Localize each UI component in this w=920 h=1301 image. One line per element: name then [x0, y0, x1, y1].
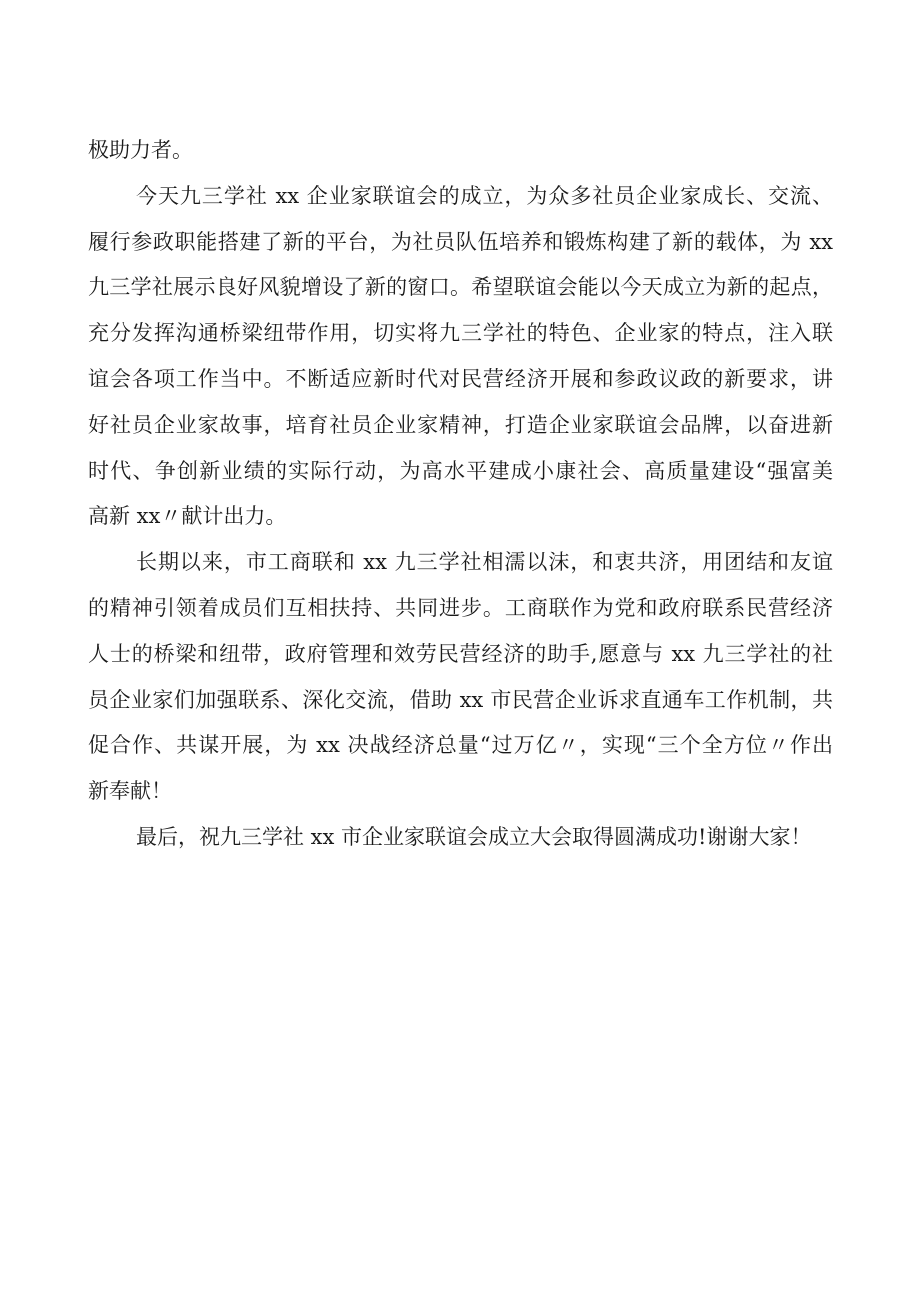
text-line: 的精神引领着成员们互相扶持、共同进步。工商联作为党和政府联系民营经济: [88, 595, 833, 620]
document-body: [88, 132, 833, 865]
text-line: 今天九三学社 xx 企业家联谊会的成立，为众多社员企业家成长、交流、: [136, 183, 833, 208]
text-line: 新奉献！: [88, 779, 172, 804]
text-line: 长期以来，市工商联和 xx 九三学社相濡以沫，和衷共济，用团结和友谊: [136, 550, 833, 575]
text-line: 充分发挥沟通桥梁纽带作用，切实将九三学社的特色、企业家的特点，注入联: [88, 321, 833, 346]
text-line: 好社员企业家故事，培育社员企业家精神，打造企业家联谊会品牌，以奋进新: [88, 412, 833, 437]
paragraph: [88, 819, 833, 865]
text-line: 时代、争创新业绩的实际行动，为高水平建成小康社会、高质量建设“强富美: [88, 458, 833, 483]
text-line: 极助力者。: [88, 138, 193, 162]
text-line: 最后，祝九三学社 xx 市企业家联谊会成立大会取得圆满成功!谢谢大家！: [136, 824, 812, 849]
text-line: 高新 xx〃献计出力。: [88, 504, 287, 529]
paragraph: [88, 132, 833, 178]
paragraph: [88, 178, 833, 544]
paragraph: [88, 544, 833, 819]
text-line: 履行参政职能搭建了新的平台，为社员队伍培养和锻炼构建了新的载体，为 xx: [88, 229, 833, 254]
text-line: 九三学社展示良好风貌增设了新的窗口。希望联谊会能以今天成立为新的起点，: [88, 275, 833, 300]
text-line: 促合作、共谋开展，为 xx 决战经济总量“过万亿〃，实现“三个全方位〃作出: [88, 733, 833, 758]
text-line: 人士的桥梁和纽带，政府管理和效劳民营经济的助手,愿意与 xx 九三学社的社: [88, 641, 833, 666]
text-line: 谊会各项工作当中。不断适应新时代对民营经济开展和参政议政的新要求，讲: [88, 366, 833, 391]
text-line: 员企业家们加强联系、深化交流，借助 xx 市民营企业诉求直通车工作机制，共: [88, 687, 833, 712]
